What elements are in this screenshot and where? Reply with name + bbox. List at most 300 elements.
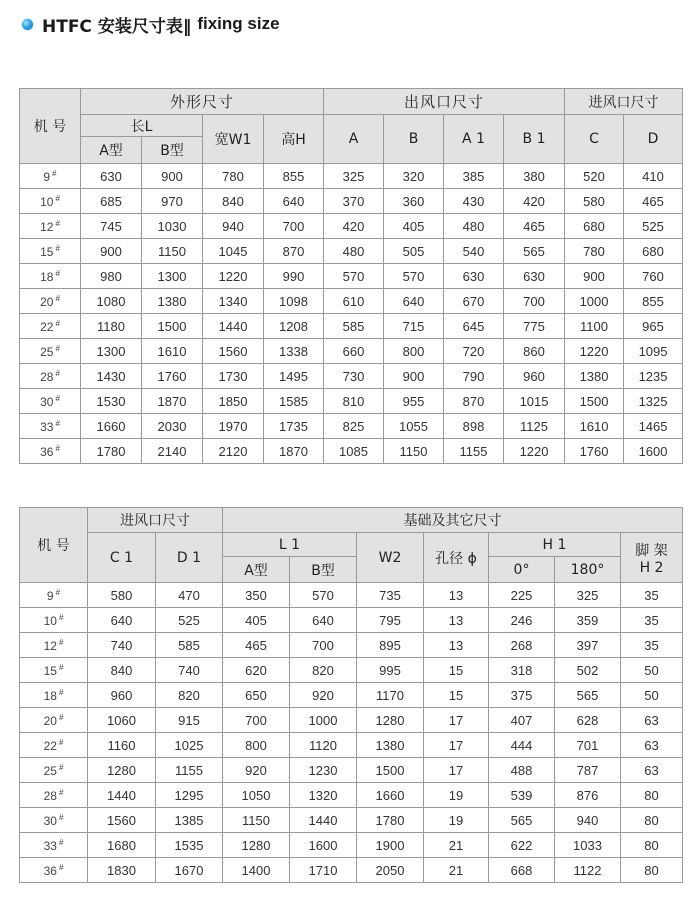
- table-cell: 1780: [357, 808, 424, 833]
- header-model: 机 号: [20, 508, 88, 583]
- model-number: 33: [40, 419, 54, 434]
- model-suffix: #: [55, 218, 60, 228]
- header-a-type: A型: [223, 557, 290, 583]
- table-cell: 246: [489, 608, 555, 633]
- table-cell: 840: [88, 658, 156, 683]
- table-row: [20, 289, 683, 314]
- table-cell: 80: [621, 783, 683, 808]
- model-suffix: #: [55, 293, 60, 303]
- table-cell: 860: [504, 339, 565, 364]
- model-number: 9: [43, 169, 51, 184]
- table-cell: 1600: [290, 833, 357, 858]
- table-cell: 580: [565, 189, 624, 214]
- model-number: 33: [43, 838, 57, 853]
- table-cell: 1530: [81, 389, 142, 414]
- table-cell: 660: [324, 339, 384, 364]
- table-cell: 670: [444, 289, 504, 314]
- table-row: [20, 439, 683, 464]
- model-number: 12: [43, 638, 57, 653]
- table-cell: 622: [489, 833, 555, 858]
- table-cell: 1440: [88, 783, 156, 808]
- table-cell: 1033: [555, 833, 621, 858]
- model-number-cell: [20, 708, 88, 733]
- table-row: [20, 658, 683, 683]
- model-suffix: #: [58, 737, 64, 747]
- table-row: [20, 683, 683, 708]
- table-cell: 1338: [264, 339, 324, 364]
- header-W2: W2: [357, 533, 424, 583]
- table-cell: 1150: [223, 808, 290, 833]
- table-cell: 1220: [504, 439, 565, 464]
- table-cell: 420: [504, 189, 565, 214]
- table-cell: 990: [264, 264, 324, 289]
- header-D: D: [624, 115, 683, 164]
- table-cell: 2030: [142, 414, 203, 439]
- table-cell: 2050: [357, 858, 424, 883]
- model-number: 15: [43, 663, 57, 678]
- table-cell: 1325: [624, 389, 683, 414]
- header-A: A: [324, 115, 384, 164]
- model-number-cell: [20, 808, 88, 833]
- model-number-cell: [20, 389, 81, 414]
- table-row: [20, 733, 683, 758]
- model-number-cell: [20, 164, 81, 189]
- table-cell: 1160: [88, 733, 156, 758]
- table-cell: 1610: [142, 339, 203, 364]
- table-cell: 1680: [88, 833, 156, 858]
- table-cell: 444: [489, 733, 555, 758]
- table-cell: 1670: [156, 858, 223, 883]
- table-row: [20, 314, 683, 339]
- table-cell: 745: [81, 214, 142, 239]
- table-cell: 1220: [565, 339, 624, 364]
- table-cell: 1660: [357, 783, 424, 808]
- header-a-type: A型: [81, 137, 142, 164]
- header-length: 长L: [81, 115, 203, 137]
- table-cell: 375: [489, 683, 555, 708]
- table-cell: 15: [424, 683, 489, 708]
- table-cell: 370: [324, 189, 384, 214]
- table-cell: 920: [223, 758, 290, 783]
- table-cell: 940: [203, 214, 264, 239]
- table-cell: 520: [565, 164, 624, 189]
- table-cell: 855: [264, 164, 324, 189]
- table-cell: 320: [384, 164, 444, 189]
- table-cell: 955: [384, 389, 444, 414]
- table-cell: 895: [357, 633, 424, 658]
- model-suffix: #: [55, 243, 60, 253]
- table-cell: 2140: [142, 439, 203, 464]
- table-cell: 1660: [81, 414, 142, 439]
- table-cell: 1870: [264, 439, 324, 464]
- table-cell: 19: [424, 808, 489, 833]
- table-cell: 735: [357, 583, 424, 608]
- table-cell: 35: [621, 583, 683, 608]
- table-cell: 488: [489, 758, 555, 783]
- table-cell: 620: [223, 658, 290, 683]
- table-cell: 685: [81, 189, 142, 214]
- table-cell: 1870: [142, 389, 203, 414]
- table-cell: 900: [384, 364, 444, 389]
- table-cell: 680: [565, 214, 624, 239]
- model-suffix: #: [55, 393, 60, 403]
- table-row: [20, 389, 683, 414]
- model-number-cell: [20, 214, 81, 239]
- table-cell: 970: [142, 189, 203, 214]
- table-cell: 1230: [290, 758, 357, 783]
- model-number: 22: [43, 738, 57, 753]
- table-cell: 1235: [624, 364, 683, 389]
- table-cell: 645: [444, 314, 504, 339]
- table-cell: 385: [444, 164, 504, 189]
- table-cell: 1060: [88, 708, 156, 733]
- model-suffix: #: [55, 268, 60, 278]
- model-number-cell: [20, 858, 88, 883]
- table-cell: 898: [444, 414, 504, 439]
- table-row: [20, 339, 683, 364]
- table-cell: 1320: [290, 783, 357, 808]
- table-cell: 1150: [142, 239, 203, 264]
- title-english: fixing size: [197, 14, 280, 33]
- table-cell: 740: [156, 658, 223, 683]
- model-number: 25: [40, 344, 54, 359]
- model-number: 9: [46, 588, 54, 603]
- table-cell: 760: [624, 264, 683, 289]
- header-C1: C 1: [88, 533, 156, 583]
- model-suffix: #: [55, 587, 61, 597]
- model-suffix: #: [58, 787, 64, 797]
- table-cell: 80: [621, 858, 683, 883]
- table-cell: 50: [621, 683, 683, 708]
- header-inlet-size: 进风口尺寸: [565, 89, 683, 115]
- table-cell: 700: [504, 289, 565, 314]
- model-suffix: #: [55, 193, 60, 203]
- table-cell: 700: [264, 214, 324, 239]
- table-cell: 359: [555, 608, 621, 633]
- table-cell: 810: [324, 389, 384, 414]
- table-cell: 2120: [203, 439, 264, 464]
- table-cell: 855: [624, 289, 683, 314]
- table-cell: 1830: [88, 858, 156, 883]
- table-cell: 17: [424, 733, 489, 758]
- table-cell: 1560: [203, 339, 264, 364]
- table-cell: 1085: [324, 439, 384, 464]
- table-cell: 1015: [504, 389, 565, 414]
- table-cell: 350: [223, 583, 290, 608]
- table-cell: 650: [223, 683, 290, 708]
- model-number-cell: [20, 833, 88, 858]
- table-cell: 995: [357, 658, 424, 683]
- table-cell: 640: [264, 189, 324, 214]
- header-h1-180deg: 180°: [555, 557, 621, 583]
- table-cell: 1025: [156, 733, 223, 758]
- table-cell: 1300: [142, 264, 203, 289]
- table-cell: 405: [223, 608, 290, 633]
- table-cell: 1440: [203, 314, 264, 339]
- table-cell: 1465: [624, 414, 683, 439]
- table-cell: 1730: [203, 364, 264, 389]
- table-cell: 1000: [290, 708, 357, 733]
- table-row: [20, 264, 683, 289]
- table-cell: 470: [156, 583, 223, 608]
- model-number: 25: [43, 763, 57, 778]
- table-row: [20, 633, 683, 658]
- header-b-type: B型: [142, 137, 203, 164]
- table-cell: 610: [324, 289, 384, 314]
- table-cell: 570: [384, 264, 444, 289]
- table-cell: 640: [290, 608, 357, 633]
- header-B1: B 1: [504, 115, 565, 164]
- table-cell: 465: [223, 633, 290, 658]
- table-cell: 630: [81, 164, 142, 189]
- table-cell: 405: [384, 214, 444, 239]
- table-cell: 780: [565, 239, 624, 264]
- table-cell: 325: [555, 583, 621, 608]
- table-cell: 525: [624, 214, 683, 239]
- table-cell: 840: [203, 189, 264, 214]
- table-row: [20, 364, 683, 389]
- table-cell: 1430: [81, 364, 142, 389]
- table-cell: 1495: [264, 364, 324, 389]
- model-suffix: #: [58, 687, 64, 697]
- header-height: 高H: [264, 115, 324, 164]
- model-number-cell: [20, 339, 81, 364]
- table-cell: 465: [624, 189, 683, 214]
- model-number: 28: [43, 788, 57, 803]
- model-suffix: #: [58, 637, 64, 647]
- table-cell: 570: [290, 583, 357, 608]
- table-cell: 17: [424, 758, 489, 783]
- table-cell: 410: [624, 164, 683, 189]
- table-row: [20, 708, 683, 733]
- table-cell: 1970: [203, 414, 264, 439]
- table-cell: 1280: [357, 708, 424, 733]
- table-cell: 1710: [290, 858, 357, 883]
- table-cell: 940: [555, 808, 621, 833]
- table-cell: 21: [424, 858, 489, 883]
- model-number-cell: [20, 658, 88, 683]
- model-suffix: #: [55, 418, 60, 428]
- header-C: C: [565, 115, 624, 164]
- model-number-cell: [20, 264, 81, 289]
- table-cell: 700: [290, 633, 357, 658]
- header-L1: L 1: [223, 533, 357, 557]
- table-cell: 1050: [223, 783, 290, 808]
- table-cell: 21: [424, 833, 489, 858]
- model-number-cell: [20, 733, 88, 758]
- table-cell: 225: [489, 583, 555, 608]
- table-cell: 1295: [156, 783, 223, 808]
- table-cell: 580: [88, 583, 156, 608]
- table-cell: 960: [504, 364, 565, 389]
- model-number-cell: [20, 414, 81, 439]
- table-cell: 1500: [357, 758, 424, 783]
- table-cell: 980: [81, 264, 142, 289]
- dimension-table-1: [19, 88, 683, 464]
- table-cell: 63: [621, 708, 683, 733]
- model-number: 18: [43, 688, 57, 703]
- table-cell: 407: [489, 708, 555, 733]
- table-cell: 1155: [156, 758, 223, 783]
- table-cell: 1120: [290, 733, 357, 758]
- table-row: [20, 858, 683, 883]
- table-cell: 19: [424, 783, 489, 808]
- table-cell: 780: [203, 164, 264, 189]
- table-row: [20, 783, 683, 808]
- model-number: 20: [40, 294, 54, 309]
- table-cell: 1122: [555, 858, 621, 883]
- table-cell: 820: [156, 683, 223, 708]
- table-cell: 1045: [203, 239, 264, 264]
- table-cell: 430: [444, 189, 504, 214]
- table-cell: 1600: [624, 439, 683, 464]
- header-outlet-size: 出风口尺寸: [324, 89, 565, 115]
- table-cell: 730: [324, 364, 384, 389]
- model-number-cell: [20, 289, 81, 314]
- model-number: 22: [40, 319, 54, 334]
- header-base-size: 基础及其它尺寸: [223, 508, 683, 533]
- table-cell: 502: [555, 658, 621, 683]
- header-D1: D 1: [156, 533, 223, 583]
- header-model: 机 号: [20, 89, 81, 164]
- table-cell: 1208: [264, 314, 324, 339]
- table-row: [20, 833, 683, 858]
- table-cell: 63: [621, 733, 683, 758]
- table-cell: 1760: [142, 364, 203, 389]
- dimension-table-2: [19, 507, 683, 883]
- table-cell: 17: [424, 708, 489, 733]
- model-suffix: #: [58, 862, 64, 872]
- model-number-cell: [20, 239, 81, 264]
- table-cell: 1098: [264, 289, 324, 314]
- model-number-cell: [20, 683, 88, 708]
- model-suffix: #: [52, 168, 57, 178]
- table-cell: 525: [156, 608, 223, 633]
- table-cell: 585: [156, 633, 223, 658]
- model-suffix: #: [55, 343, 60, 353]
- model-suffix: #: [55, 368, 60, 378]
- table-cell: 800: [384, 339, 444, 364]
- table-cell: 640: [384, 289, 444, 314]
- table-cell: 1385: [156, 808, 223, 833]
- table-cell: 1850: [203, 389, 264, 414]
- table-cell: 480: [324, 239, 384, 264]
- header-H2: H 2: [639, 559, 664, 576]
- table-cell: 380: [504, 164, 565, 189]
- table-cell: 1095: [624, 339, 683, 364]
- table-cell: 1150: [384, 439, 444, 464]
- table-row: [20, 239, 683, 264]
- table-cell: 630: [504, 264, 565, 289]
- table-cell: 1170: [357, 683, 424, 708]
- table-cell: 565: [555, 683, 621, 708]
- table-cell: 63: [621, 758, 683, 783]
- table-cell: 50: [621, 658, 683, 683]
- table-cell: 1180: [81, 314, 142, 339]
- table-cell: 1610: [565, 414, 624, 439]
- model-number: 15: [40, 244, 54, 259]
- table-cell: 1380: [142, 289, 203, 314]
- table-cell: 80: [621, 808, 683, 833]
- table-row: [20, 608, 683, 633]
- header-hole: 孔径 ϕ: [424, 533, 489, 583]
- model-number: 36: [40, 444, 54, 459]
- model-suffix: #: [58, 662, 64, 672]
- table-row: [20, 414, 683, 439]
- model-number: 30: [43, 813, 57, 828]
- model-number: 28: [40, 369, 54, 384]
- table-cell: 680: [624, 239, 683, 264]
- table-cell: 1400: [223, 858, 290, 883]
- header-width: 宽W1: [203, 115, 264, 164]
- table-cell: 1440: [290, 808, 357, 833]
- table-cell: 268: [489, 633, 555, 658]
- table-cell: 870: [264, 239, 324, 264]
- model-suffix: #: [58, 612, 64, 622]
- table-cell: 787: [555, 758, 621, 783]
- table-cell: 1030: [142, 214, 203, 239]
- model-suffix: #: [58, 837, 64, 847]
- table-cell: 668: [489, 858, 555, 883]
- table-cell: 715: [384, 314, 444, 339]
- header-A1: A 1: [444, 115, 504, 164]
- model-number-cell: [20, 439, 81, 464]
- model-number-cell: [20, 314, 81, 339]
- header-B: B: [384, 115, 444, 164]
- table-cell: 1380: [357, 733, 424, 758]
- model-number: 12: [40, 219, 54, 234]
- bullet-icon: [22, 19, 33, 30]
- table-cell: 15: [424, 658, 489, 683]
- table-row: [20, 214, 683, 239]
- header-foot: [621, 533, 683, 583]
- table-cell: 505: [384, 239, 444, 264]
- table-cell: 1340: [203, 289, 264, 314]
- table-cell: 900: [565, 264, 624, 289]
- model-number: 10: [40, 194, 54, 209]
- table-cell: 13: [424, 633, 489, 658]
- table-cell: 915: [156, 708, 223, 733]
- table-cell: 565: [489, 808, 555, 833]
- table-cell: 1155: [444, 439, 504, 464]
- table-cell: 585: [324, 314, 384, 339]
- model-number: 18: [40, 269, 54, 284]
- model-number-cell: [20, 758, 88, 783]
- table-cell: 1080: [81, 289, 142, 314]
- table-row: [20, 164, 683, 189]
- table-cell: 13: [424, 583, 489, 608]
- table-cell: 825: [324, 414, 384, 439]
- table-cell: 1300: [81, 339, 142, 364]
- table-cell: 1100: [565, 314, 624, 339]
- header-H1: H 1: [489, 533, 621, 557]
- table-cell: 795: [357, 608, 424, 633]
- model-number-cell: [20, 633, 88, 658]
- table-cell: 360: [384, 189, 444, 214]
- title-main: HTFC 安装尺寸表‖: [42, 16, 192, 37]
- table-cell: 1125: [504, 414, 565, 439]
- table-row: [20, 808, 683, 833]
- table-cell: 1900: [357, 833, 424, 858]
- table-cell: 870: [444, 389, 504, 414]
- model-number: 30: [40, 394, 54, 409]
- table-cell: 1735: [264, 414, 324, 439]
- table-cell: 570: [324, 264, 384, 289]
- table-cell: 565: [504, 239, 565, 264]
- header-outer-size: 外形尺寸: [81, 89, 324, 115]
- model-suffix: #: [58, 712, 64, 722]
- table-cell: 35: [621, 608, 683, 633]
